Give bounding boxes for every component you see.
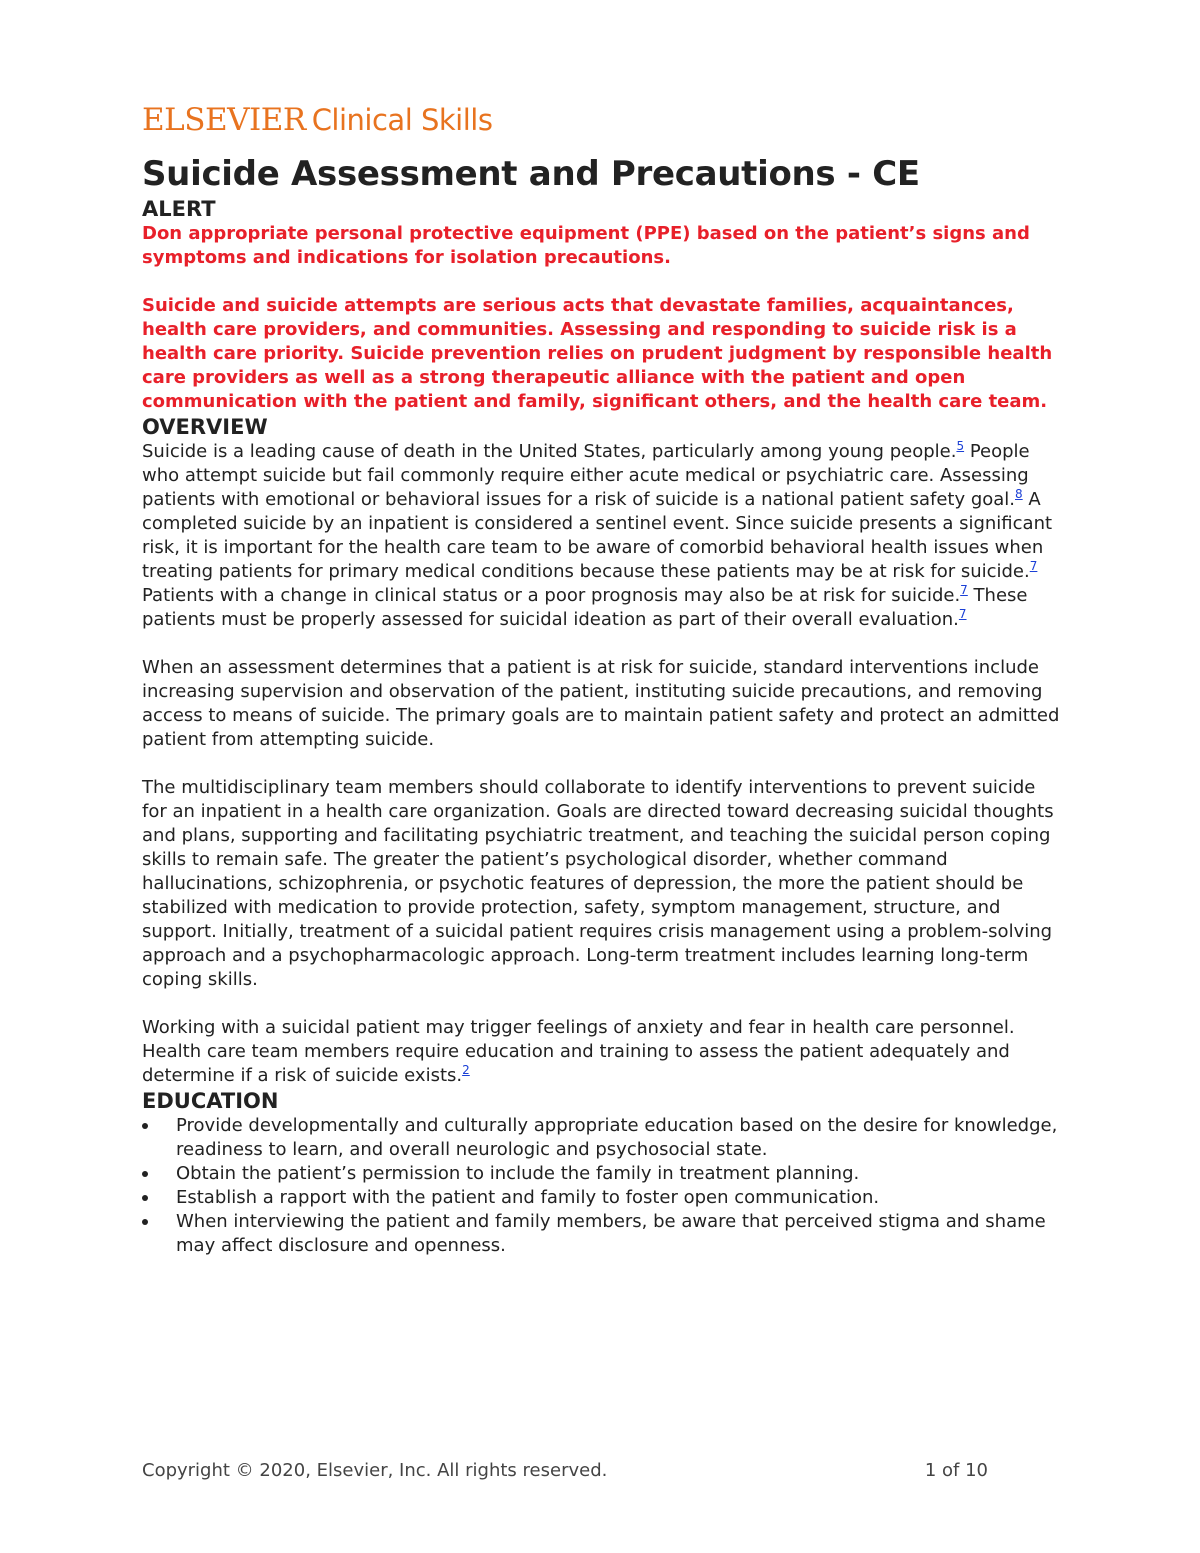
brand-logo [142, 100, 1062, 140]
list-item-text: Establish a rapport with the patient and family to foster open communication. [176, 1187, 880, 1208]
alert-heading: ALERT [142, 197, 216, 221]
page-footer [142, 1460, 988, 1481]
reference-link[interactable]: 7 [958, 607, 967, 621]
bullet-icon [142, 1171, 148, 1177]
bullet-icon [142, 1195, 148, 1201]
overview-heading: OVERVIEW [142, 415, 268, 439]
reference-link[interactable]: 5 [956, 439, 965, 453]
page-number: 1 of 10 [924, 1460, 988, 1481]
copyright-text: Copyright © 2020, Elsevier, Inc. All rights reserved. [142, 1460, 608, 1481]
reference-link[interactable]: 8 [1015, 487, 1023, 501]
list-item [142, 1210, 1062, 1258]
list-item [142, 1186, 1062, 1210]
overview-paragraph-2: When an assessment determines that a patient is at risk for suicide, standard interventions include increasing supervision and observation of the patient, instituting suicide precautions, and removing access to means of suicide. The primary goals are to maintain patient safety and protect an admitted patient from attempting suicide. [142, 657, 1060, 750]
brand-product: Clinical Skills [311, 103, 493, 137]
reference-link[interactable]: 7 [960, 583, 968, 597]
reference-link[interactable]: 7 [1029, 559, 1038, 573]
list-item-text: When interviewing the patient and family members, be aware that perceived stigma and shame may affect disclosure and openness. [176, 1211, 1046, 1256]
document-page [142, 100, 1062, 1258]
list-item-text: Provide developmentally and culturally appropriate education based on the desire for knowledge, readiness to learn, and overall neurologic and psychosocial state. [176, 1115, 1058, 1160]
bullet-icon [142, 1123, 148, 1129]
list-item [142, 1162, 1062, 1186]
overview-paragraph-3: The multidisciplinary team members should collaborate to identify interventions to prevent suicide for an inpatient in a health care organization. Goals are directed toward decreasing suicidal thoughts and plans, supporting and facilitating psychiatric treatment, and teaching the suicidal person coping skills to remain safe. The greater the patient’s psychological disorder, whether command hallucinations, schizophrenia, or psychotic features of depression, the more the patient should be stabilized with medication to provide protection, safety, symptom management, structure, and support. Initially, treatment of a suicidal patient requires crisis management using a problem-solving approach and a psychopharmacologic approach. Long-term treatment includes learning long-term coping skills. [142, 777, 1054, 990]
page-title: Suicide Assessment and Precautions - CE [142, 154, 920, 194]
brand-name: ELSEVIER [142, 102, 306, 138]
overview-paragraph-1 [142, 440, 1062, 632]
education-heading: EDUCATION [142, 1089, 279, 1113]
bullet-icon [142, 1219, 148, 1225]
alert-ppe-text: Don appropriate personal protective equipment (PPE) based on the patient’s signs and symptoms and indications for isolation precautions. [142, 223, 1030, 268]
text-span: A completed suicide by an inpatient is considered a sentinel event. Since suicide presents a significant risk, it is important for the health care team to be aware of comorbid behavioral health issues when treating patients for primary medical conditions because these patients may be at risk for suicide. [142, 489, 1053, 582]
text-span: These patients must be properly assessed for suicidal ideation as part of their overall evaluation. [142, 585, 1028, 630]
text-span: Suicide is a leading cause of death in the United States, particularly among young people. [142, 441, 957, 462]
list-item [142, 1114, 1062, 1162]
overview-paragraph-4 [142, 1016, 1062, 1088]
list-item-text: Obtain the patient’s permission to include the family in treatment planning. [176, 1163, 860, 1184]
text-span: Working with a suicidal patient may trigger feelings of anxiety and fear in health care personnel. Health care team members require education and training to assess the patient adequately and determine if a risk of suicide exists. [142, 1017, 1015, 1086]
text-span: Patients with a change in clinical status or a poor prognosis may also be at risk for suicide. [142, 585, 961, 606]
text-span: People who attempt suicide but fail commonly require either acute medical or psychiatric care. Assessing patients with emotional or behavioral issues for a risk of suicide is a national patient safety goal. [142, 441, 1030, 510]
alert-suicide-text: Suicide and suicide attempts are serious acts that devastate families, acquaintances, health care providers, and communities. Assessing and responding to suicide risk is a health care priority. Suicide prevention relies on prudent judgment by responsible health care providers as well as a strong therapeutic alliance with the patient and open communication with the patient and family, significant others, and the health care team. [142, 295, 1053, 412]
education-list [142, 1114, 1062, 1258]
reference-link[interactable]: 2 [462, 1063, 470, 1077]
